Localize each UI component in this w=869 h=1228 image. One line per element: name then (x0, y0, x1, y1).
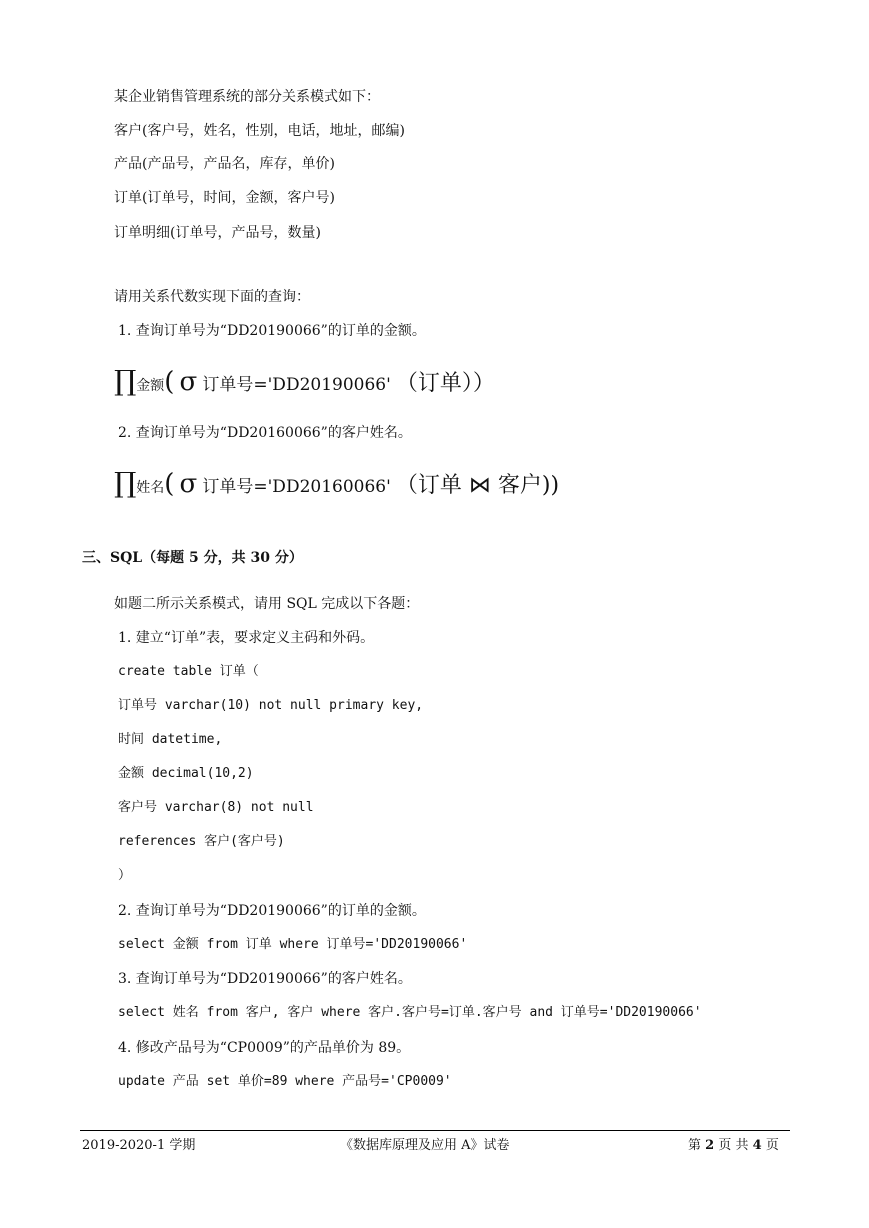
selection-condition: 订单号='DD20190066' (202, 375, 391, 395)
page-total: 4 (752, 1138, 762, 1153)
sql-q4-text: 4. 修改产品号为“CP0009”的产品单价为 89。 (118, 1040, 411, 1056)
sql-code-line: select 金额 from 订单 where 订单号='DD20190066' (118, 937, 468, 952)
sql-code-line: ） (118, 868, 132, 883)
sql-code-line: 金额 decimal(10,2) (118, 766, 254, 781)
algebra-q1-expression (114, 364, 495, 397)
relation-expression: （订单 ⋈ 客户)) (395, 473, 560, 498)
sql-code-line: references 客户(客户号) (118, 834, 285, 849)
projection-symbol: ∏ (114, 364, 137, 397)
footer-divider (80, 1130, 790, 1131)
open-paren: ( (164, 367, 175, 397)
sql-code-line: update 产品 set 单价=89 where 产品号='CP0009' (118, 1074, 452, 1089)
algebra-q2-text: 2. 查询订单号为“DD20160066”的客户姓名。 (118, 425, 412, 441)
page-suffix: 页 (765, 1138, 779, 1153)
relation-expression: （订单）） (395, 371, 495, 396)
algebra-q1-text: 1. 查询订单号为“DD20190066”的订单的金额。 (118, 323, 426, 339)
sql-q1-text: 1. 建立“订单”表，要求定义主码和外码。 (118, 630, 375, 646)
selection-symbol: σ (179, 367, 198, 397)
projection-symbol: ∏ (114, 466, 137, 499)
sql-code-line: 时间 datetime, (118, 732, 223, 747)
page-number: 2 (705, 1138, 715, 1153)
sql-q2-text: 2. 查询订单号为“DD20190066”的订单的金额。 (118, 903, 426, 919)
sql-code-line: 订单号 varchar(10) not null primary key, (118, 698, 424, 713)
section-prompt: 如题二所示关系模式，请用 SQL 完成以下各题： (114, 596, 420, 612)
selection-condition: 订单号='DD20160066' (202, 477, 391, 497)
page-mid: 页 共 (718, 1138, 749, 1153)
sql-code-line: create table 订单（ (118, 664, 259, 679)
page-prefix: 第 (688, 1138, 702, 1153)
section-title: 三、SQL（每题 5 分，共 30 分） (82, 550, 303, 566)
intro-lead: 某企业销售管理系统的部分关系模式如下： (114, 89, 380, 105)
projection-attribute: 姓名 (136, 480, 165, 496)
algebra-prompt: 请用关系代数实现下面的查询： (114, 289, 310, 305)
projection-attribute: 金额 (136, 378, 165, 394)
footer-term: 2019-2020-1 学期 (82, 1138, 196, 1153)
schema-order: 订单(订单号，时间，金额，客户号) (114, 190, 335, 206)
sql-code-line: select 姓名 from 客户, 客户 where 客户.客户号=订单.客户号 and 订单号='DD20190066' (118, 1005, 702, 1020)
sql-q3-text: 3. 查询订单号为“DD20190066”的客户姓名。 (118, 971, 412, 987)
schema-product: 产品(产品号，产品名，库存，单价) (114, 156, 335, 172)
schema-customer: 客户(客户号，姓名，性别，电话，地址，邮编) (114, 123, 405, 139)
footer-page-info (688, 1138, 779, 1154)
selection-symbol: σ (179, 469, 198, 499)
open-paren: ( (164, 469, 175, 499)
sql-code-line: 客户号 varchar(8) not null (118, 800, 314, 815)
schema-order-detail: 订单明细(订单号，产品号，数量) (114, 225, 321, 241)
algebra-q2-expression (114, 466, 559, 499)
footer-course: 《数据库原理及应用 A》试卷 (340, 1138, 510, 1153)
